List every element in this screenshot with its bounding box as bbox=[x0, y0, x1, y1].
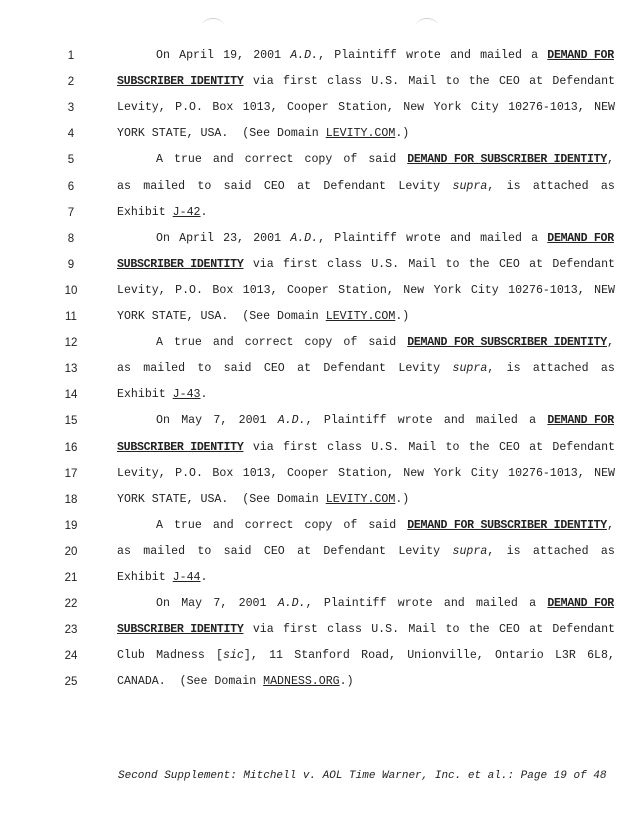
pleading-line bbox=[0, 591, 640, 617]
pleading-line bbox=[0, 95, 640, 121]
line-number: 8 bbox=[67, 232, 75, 245]
line-number: 16 bbox=[64, 441, 78, 454]
line-number: 14 bbox=[64, 389, 78, 402]
pleading-line bbox=[0, 69, 640, 95]
line-text: as mailed to said CEO at Defendant Levity supra, is attached as bbox=[117, 362, 615, 376]
pleading-line bbox=[0, 617, 640, 643]
line-text: A true and correct copy of said DEMAND FOR SUBSCRIBER IDENTITY, bbox=[156, 518, 614, 532]
line-text: A true and correct copy of said DEMAND FOR SUBSCRIBER IDENTITY, bbox=[156, 336, 614, 350]
line-text: YORK STATE, USA. (See Domain LEVITY.COM.) bbox=[117, 492, 410, 506]
line-text: SUBSCRIBER IDENTITY via first class U.S. Mail to the CEO at Defendant bbox=[117, 440, 615, 454]
pleading-line bbox=[0, 121, 640, 147]
line-text: On May 7, 2001 A.D., Plaintiff wrote and mailed a DEMAND FOR bbox=[156, 597, 614, 611]
pleading-line bbox=[0, 252, 640, 278]
pleading-line bbox=[0, 408, 640, 434]
line-text: Club Madness [sic], 11 Stanford Road, Unionville, Ontario L3R 6L8, bbox=[117, 649, 615, 663]
pleading-line bbox=[0, 539, 640, 565]
line-number: 4 bbox=[67, 128, 75, 141]
line-number: 13 bbox=[64, 363, 78, 376]
pleading-line bbox=[0, 304, 640, 330]
line-number: 6 bbox=[67, 180, 75, 193]
pleading-line bbox=[0, 669, 640, 695]
line-number: 7 bbox=[67, 206, 75, 219]
line-text: SUBSCRIBER IDENTITY via first class U.S. Mail to the CEO at Defendant bbox=[117, 623, 615, 637]
line-number: 24 bbox=[64, 650, 78, 663]
line-number: 2 bbox=[67, 76, 75, 89]
line-text: YORK STATE, USA. (See Domain LEVITY.COM.) bbox=[117, 127, 410, 141]
line-number: 18 bbox=[64, 493, 78, 506]
line-text: On April 23, 2001 A.D., Plaintiff wrote and mailed a DEMAND FOR bbox=[156, 231, 614, 245]
line-number: 12 bbox=[64, 337, 78, 350]
page-footer: Second Supplement: Mitchell v. AOL Time Warner, Inc. et al.: Page 19 of 48 bbox=[118, 770, 607, 782]
line-number: 21 bbox=[64, 572, 78, 584]
pleading-line bbox=[0, 356, 640, 382]
line-text: Exhibit J-43. bbox=[117, 388, 208, 402]
line-text: On May 7, 2001 A.D., Plaintiff wrote and mailed a DEMAND FOR bbox=[156, 414, 614, 428]
pleading-line bbox=[0, 200, 640, 226]
line-number: 9 bbox=[67, 258, 75, 271]
line-text: SUBSCRIBER IDENTITY via first class U.S. Mail to the CEO at Defendant bbox=[117, 257, 615, 271]
line-number: 3 bbox=[67, 102, 75, 115]
line-text: On April 19, 2001 A.D., Plaintiff wrote and mailed a DEMAND FOR bbox=[156, 49, 614, 62]
line-text: Levity, P.O. Box 1013, Cooper Station, New York City 10276-1013, NEW bbox=[117, 101, 615, 115]
pleading-line bbox=[0, 147, 640, 173]
line-text: Levity, P.O. Box 1013, Cooper Station, New York City 10276-1013, NEW bbox=[117, 283, 615, 297]
pleading-line bbox=[0, 643, 640, 669]
pleading-line bbox=[0, 461, 640, 487]
pleading-line bbox=[0, 487, 640, 513]
pleading-line bbox=[0, 43, 640, 69]
pleading-line bbox=[0, 174, 640, 200]
line-number: 11 bbox=[65, 311, 77, 323]
line-text: as mailed to said CEO at Defendant Levity supra, is attached as bbox=[117, 544, 615, 558]
pleading-line bbox=[0, 226, 640, 252]
pleading-line bbox=[0, 513, 640, 539]
punch-hole-mark-right bbox=[416, 18, 438, 33]
line-text: CANADA. (See Domain MADNESS.ORG.) bbox=[117, 675, 354, 689]
line-text: Exhibit J-44. bbox=[117, 571, 208, 584]
pleading-line bbox=[0, 330, 640, 356]
line-number: 25 bbox=[64, 676, 78, 689]
pleading-line bbox=[0, 565, 640, 591]
line-text: Levity, P.O. Box 1013, Cooper Station, New York City 10276-1013, NEW bbox=[117, 466, 615, 480]
punch-hole-mark-left bbox=[202, 18, 224, 33]
line-number: 1 bbox=[67, 50, 75, 62]
line-number: 15 bbox=[64, 415, 78, 428]
line-text: Exhibit J-42. bbox=[117, 205, 208, 219]
line-text: SUBSCRIBER IDENTITY via first class U.S. Mail to the CEO at Defendant bbox=[117, 75, 615, 89]
line-text: YORK STATE, USA. (See Domain LEVITY.COM.) bbox=[117, 310, 410, 323]
line-number: 19 bbox=[64, 519, 78, 532]
pleading-line bbox=[0, 435, 640, 461]
line-text: A true and correct copy of said DEMAND FOR SUBSCRIBER IDENTITY, bbox=[156, 153, 614, 167]
pleading-line bbox=[0, 382, 640, 408]
line-number: 10 bbox=[64, 284, 78, 297]
line-text: as mailed to said CEO at Defendant Levity supra, is attached as bbox=[117, 179, 615, 193]
line-number: 17 bbox=[64, 467, 78, 480]
pleading-line bbox=[0, 278, 640, 304]
line-number: 22 bbox=[64, 598, 78, 611]
line-number: 23 bbox=[64, 624, 78, 637]
line-number: 20 bbox=[64, 545, 78, 558]
line-number: 5 bbox=[67, 154, 75, 167]
